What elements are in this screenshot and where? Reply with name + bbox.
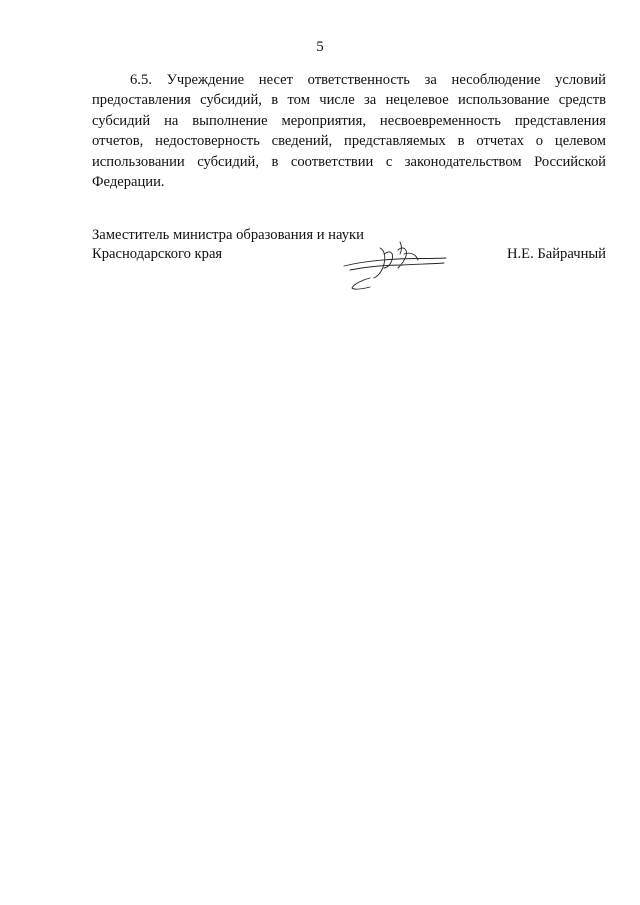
signature-block [92, 226, 606, 296]
signer-position-line-2: Краснодарского края [92, 246, 223, 262]
signer-position-line-1: Заместитель министра образования и науки [92, 227, 364, 243]
signer-position [92, 226, 364, 264]
clause-6-5: 6.5. Учреждение несет ответственность за несоблюдение условий предоставления субсидий, в том числе за нецелевое использование средств субсидий на выполнение мероприятия, несвоевременность представления отчетов, недостоверность сведений, представляемых в отчетах о целевом использовании субсидий, в соответствии с законодательством Российской Федерации. [92, 72, 606, 191]
signer-name: Н.Е. Байрачный [506, 246, 606, 262]
page-number: 5 [316, 39, 324, 55]
handwritten-signature [340, 232, 450, 292]
